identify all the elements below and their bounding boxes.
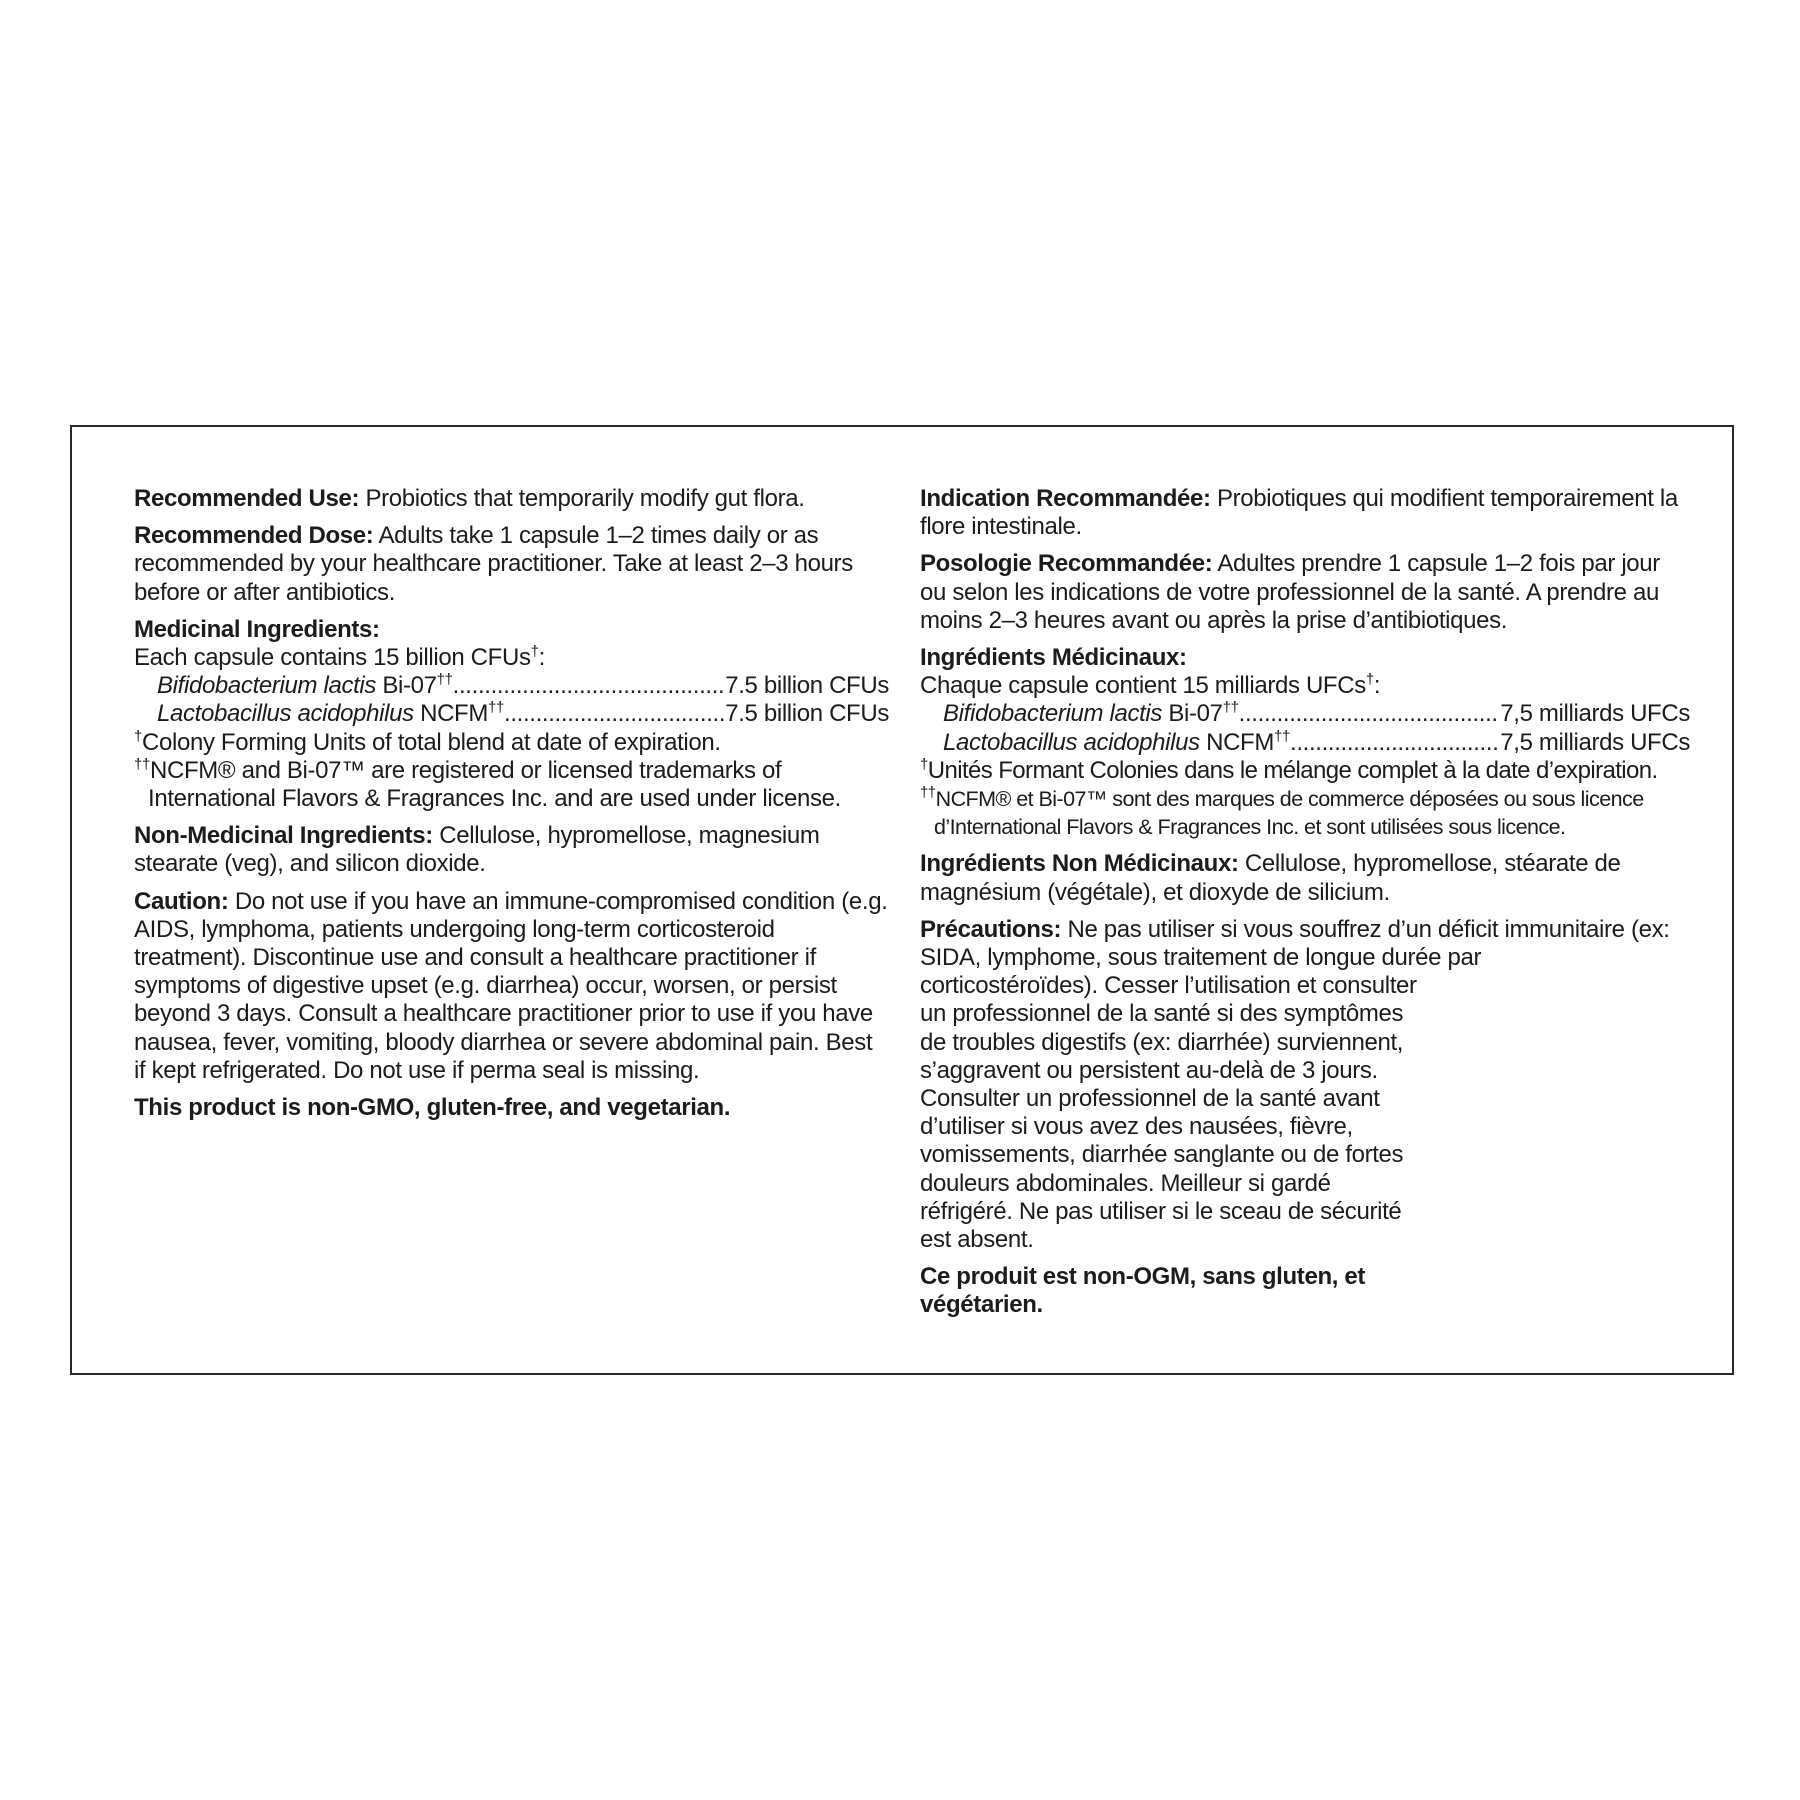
ingredients-medicinaux-heading: Ingrédients Médicinaux:: [920, 644, 1187, 672]
ingredients-medicinaux: [920, 644, 1690, 841]
indication-recommandee: Indication Recommandée: Probiotiques qui modifient temporairement la flore intestinale.: [920, 485, 1678, 541]
leader-dots: [1290, 729, 1500, 757]
footnote-ufc: †Unités Formant Colonies dans le mélange complet à la date d’expiration.: [920, 755, 1658, 784]
ingredients-non-medicinaux: Ingrédients Non Médicinaux: Cellulose, hypromellose, stéarate de magnésium (végétale), et dioxyde de silicium.: [920, 850, 1621, 906]
ingredient-row-fr: Bifidobacterium lactis Bi-07†† ..... 7,5 milliards UFCs: [943, 700, 1690, 728]
leader-dots: [453, 672, 726, 700]
medicinal-ingredients-heading: Medicinal Ingredients:: [134, 615, 380, 643]
leader-dots: [1239, 700, 1501, 728]
footnote-trademark: ††NCFM® and Bi-07™ are registered or licensed trademarks of: [134, 755, 782, 784]
product-claims-fr: Ce produit est non-OGM, sans gluten, et végétarien.: [920, 1263, 1366, 1319]
medicinal-ingredients: [134, 616, 889, 813]
recommended-use: Recommended Use: Probiotics that temporarily modify gut flora.: [134, 485, 805, 512]
recommended-dose: Recommended Dose: Adults take 1 capsule 1–2 times daily or as recommended by your healthcare practitioner. Take at least 2–3 hours before or after antibiotics.: [134, 522, 853, 606]
footnote-trademark-fr-cont: d’International Flavors & Fragrances Inc. et sont utilisées sous licence.: [934, 815, 1566, 840]
ingredient-row-fr: Lactobacillus acidophilus NCFM†† ..... 7,5 milliards UFCs: [943, 729, 1690, 757]
label-panel: [70, 425, 1734, 1375]
footnote-trademark-cont: International Flavors & Fragrances Inc. and are used under license.: [148, 785, 841, 813]
french-column: [920, 485, 1690, 1329]
capsule-contents-fr: Chaque capsule contient 15 milliards UFCs†:: [920, 671, 1381, 700]
non-medicinal-ingredients: Non-Medicinal Ingredients: Cellulose, hypromellose, magnesium stearate (veg), and silicon dioxide.: [134, 822, 820, 878]
english-column: [134, 485, 889, 1131]
footnote-cfu: †Colony Forming Units of total blend at date of expiration.: [134, 727, 721, 756]
ingredient-row: Lactobacillus acidophilus NCFM†† ..... 7.5 billion CFUs: [157, 700, 889, 728]
leader-dots: [504, 700, 725, 728]
capsule-contents: Each capsule contains 15 billion CFUs†:: [134, 643, 545, 672]
precautions: Précautions: Ne pas utiliser si vous souffrez d’un déficit immunitaire (ex: SIDA, lymphome, sous traitement de longue durée par corticostéroïdes). Cesser l’utilisation et consulter un professionnel de la santé si des symptômes de troubles digestifs (ex: diarrhée) surviennent, s’aggravent ou persistent au-delà de 3 jours. Consulter un professionnel de la santé avant d’utiliser si vous avez des nausées, fièvre, vomissements, diarrhée sanglante ou de fortes douleurs abdominales. Meilleur si gardé réfrigéré. Ne pas utiliser si le sceau de sécurité est absent.: [920, 915, 1670, 1254]
posologie-recommandee: Posologie Recommandée: Adultes prendre 1 capsule 1–2 fois par jour ou selon les indications de votre professionnel de la santé. A prendre au moins 2–3 heures avant ou après la prise d’antibiotiques.: [920, 550, 1660, 634]
product-claims: This product is non-GMO, gluten-free, and vegetarian.: [134, 1094, 731, 1122]
footnote-trademark-fr: ††NCFM® et Bi-07™ sont des marques de commerce déposées ou sous licence: [920, 784, 1644, 812]
precautions-cont: corticostéroïdes). Cesser l’utilisation et consulter un professionnel de la santé si des symptômes de troubles digestifs (ex: diarrhée) surviennent, s’aggravent ou persistent au-delà de 3 jours. Consulter un professionnel de la santé avant d’utiliser si vous avez des nausées, fièvre, vomissements, diarrhée sanglante ou de fortes douleurs abdominales. Meilleur si gardé réfrigéré. Ne pas utiliser si le sceau de sécurité est absent.: [920, 972, 1417, 1254]
caution: Caution: Do not use if you have an immune-compromised condition (e.g. AIDS, lymphoma, patients undergoing long-term corticosteroid treatment). Discontinue use and consult a healthcare practitioner if symptoms of digestive upset (e.g. diarrhea) occur, worsen, or persist beyond 3 days. Consult a healthcare practitioner prior to use if you have nausea, fever, vomiting, bloody diarrhea or severe abdominal pain. Best if kept refrigerated. Do not use if perma seal is missing.: [134, 887, 888, 1084]
ingredient-row: Bifidobacterium lactis Bi-07†† ..... 7.5 billion CFUs: [157, 672, 889, 700]
